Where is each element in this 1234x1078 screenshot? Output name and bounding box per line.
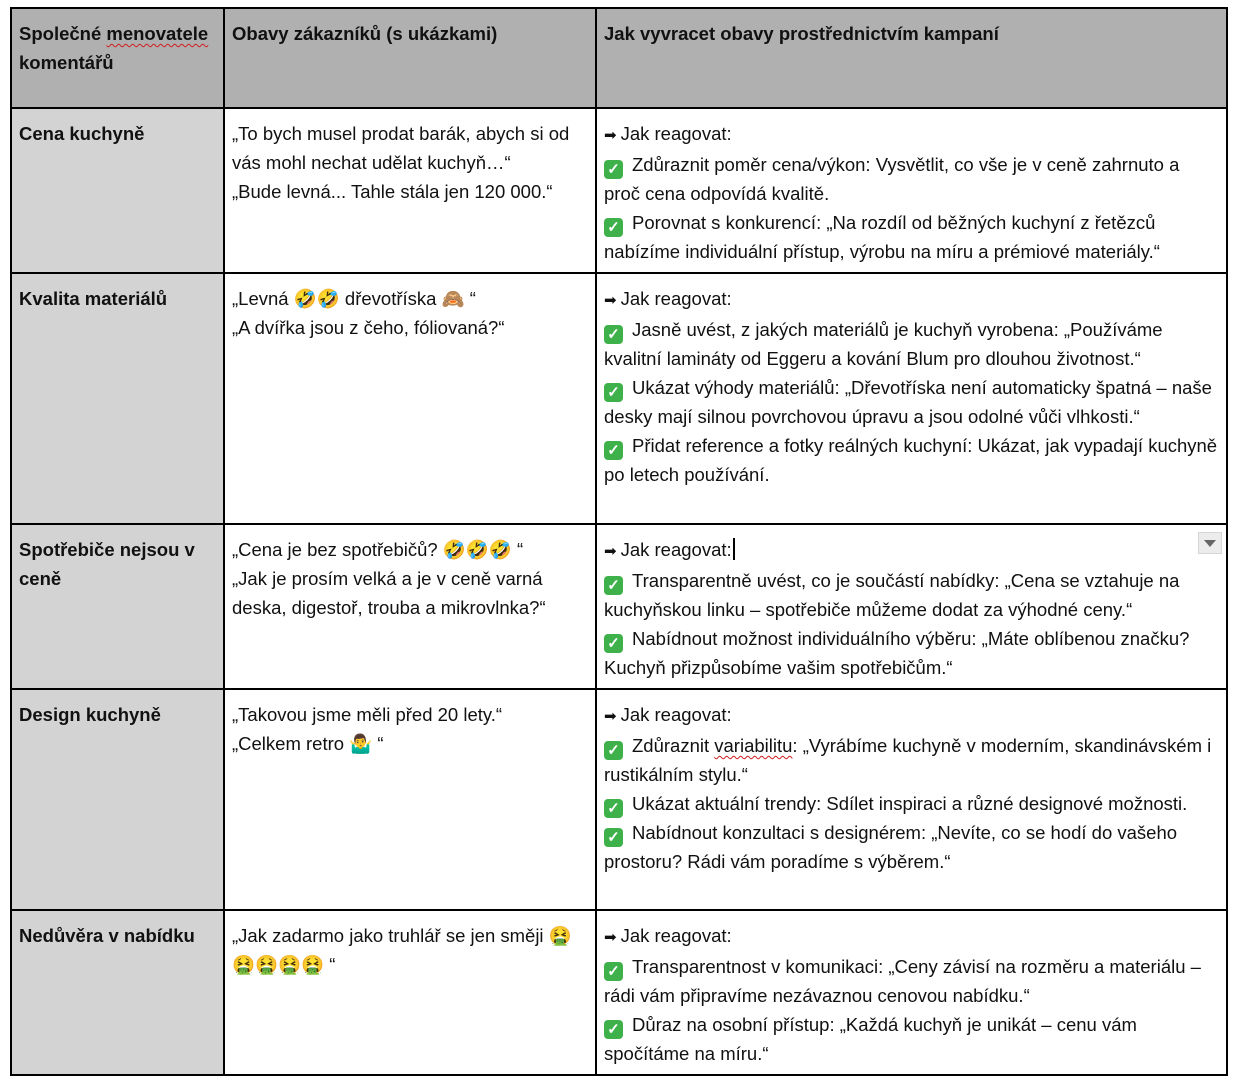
check-mark-icon: ✓ [604,741,623,760]
cell-options-dropdown-button[interactable] [1198,532,1222,554]
response-point [604,789,1219,818]
customer-quote: „Bude levná... Tahle stála jen 120 000.“ [232,181,553,202]
response-intro [604,921,1219,952]
header-campaign-responses[interactable] [596,8,1227,108]
response-point-text: Ukázat výhody materiálů: „Dřevotříska není automaticky špatná – naše desky mají silnou povrchovou úpravu a jsou odolné vůči vlhkosti.“ [604,377,1212,427]
cell-content [604,535,1219,682]
topic-label: Nedůvěra v nabídku [19,925,195,946]
table-row [11,273,1227,524]
response-intro [604,119,1219,150]
quotes-cell[interactable] [224,910,596,1075]
response-intro [604,535,1219,566]
check-mark-icon: ✓ [604,441,623,460]
check-mark-icon: ✓ [604,828,623,847]
customer-quote: „A dvířka jsou z čeho, fóliovaná?“ [232,317,505,338]
quotes-cell[interactable] [224,524,596,689]
topic-cell[interactable] [11,273,224,524]
customer-quote: „Takovou jsme měli před 20 lety.“ [232,704,503,725]
response-point [604,952,1219,1010]
customer-quote: „Levná 🤣🤣 dřevotříska 🙈 “ [232,288,476,309]
topic-label: Cena kuchyně [19,123,145,144]
response-intro-text: Jak reagovat: [620,925,732,946]
quotes-cell[interactable] [224,273,596,524]
response-point-text: Jasně uvést, z jakých materiálů je kuchyň vyrobena: „Používáme kvalitní lamináty od Eggeru a kování Blum pro dlouhou životnost.“ [604,319,1163,369]
text-cursor [733,538,735,560]
response-point-text: Nabídnout možnost individuálního výběru: „Máte oblíbenou značku? Kuchyň přizpůsobíme vašim spotřebičům.“ [604,628,1190,678]
response-point [604,431,1219,489]
check-mark-icon: ✓ [604,962,623,981]
topic-cell[interactable] [11,910,224,1075]
response-intro-text: Jak reagovat: [620,288,732,309]
check-mark-icon: ✓ [604,160,623,179]
header-text: Společné [19,23,107,44]
response-point [604,315,1219,373]
response-point-text: Zdůraznit poměr cena/výkon: Vysvětlit, co vše je v ceně zahrnuto a proč cena odpovídá kvalitě. [604,154,1180,204]
quotes-cell[interactable] [224,689,596,910]
table-row [11,524,1227,689]
response-point-text: Transparentně uvést, co je součástí nabídky: „Cena se vztahuje na kuchyňskou linku – spotřebiče můžeme dodat za výhodné ceny.“ [604,570,1180,620]
topic-label: Spotřebiče nejsou v ceně [19,539,195,589]
customer-quote: „Celkem retro 🤷‍♂️ “ [232,733,384,754]
header-text: Jak vyvracet obavy prostřednictvím kampaní [604,23,999,44]
customer-quote: „Jak je prosím velká a je v ceně varná deska, digestoř, trouba a mikrovlnka?“ [232,568,546,618]
check-mark-icon: ✓ [604,325,623,344]
response-point [604,373,1219,431]
response-cell[interactable] [596,910,1227,1075]
response-point [604,566,1219,624]
check-mark-icon: ✓ [604,799,623,818]
topic-label: Design kuchyně [19,704,161,725]
response-intro [604,700,1219,731]
response-intro-text: Jak reagovat: [620,539,732,560]
header-customer-concerns[interactable] [224,8,596,108]
check-mark-icon: ✓ [604,634,623,653]
response-intro-text: Jak reagovat: [620,123,732,144]
table-row [11,910,1227,1075]
check-mark-icon: ✓ [604,1020,623,1039]
response-point-text: Ukázat aktuální trendy: Sdílet inspiraci a různé designové možnosti. [632,793,1188,814]
response-point-text: Zdůraznit [632,735,715,756]
arrow-right-icon: ➡ [604,292,617,309]
arrow-right-icon: ➡ [604,543,617,560]
response-point [604,624,1219,682]
customer-quote: „Jak zadarmo jako truhlář se jen směji 🤮🤮🤮🤮🤮 “ [232,925,572,975]
table-row [11,108,1227,273]
topic-cell[interactable] [11,108,224,273]
chevron-down-icon [1204,540,1216,547]
response-cell[interactable] [596,108,1227,273]
arrow-right-icon: ➡ [604,929,617,946]
response-cell[interactable] [596,689,1227,910]
topic-cell[interactable] [11,524,224,689]
customer-quote: „Cena je bez spotřebičů? 🤣🤣🤣 “ [232,539,524,560]
table-row [11,689,1227,910]
misspelled-word[interactable]: menovatele [106,23,209,44]
header-row [11,8,1227,108]
quotes-cell[interactable] [224,108,596,273]
response-point [604,1010,1219,1068]
header-common-denominators[interactable] [11,8,224,108]
arrow-right-icon: ➡ [604,708,617,725]
response-point-text: : „Vyrábíme kuchyně v moderním, skandinávském i rustikálním stylu.“ [604,735,1212,785]
response-point-text: Přidat reference a fotky reálných kuchyní: Ukázat, jak vypadají kuchyně po letech používání. [604,435,1218,485]
response-cell[interactable] [596,273,1227,524]
response-point [604,150,1219,208]
arrow-right-icon: ➡ [604,127,617,144]
check-mark-icon: ✓ [604,218,623,237]
response-point [604,208,1219,266]
topic-cell[interactable] [11,689,224,910]
response-point [604,731,1219,789]
header-text: Obavy zákazníků (s ukázkami) [232,23,498,44]
response-point-text: Transparentnost v komunikaci: „Ceny závisí na rozměru a materiálu – rádi vám připravíme nezávaznou cenovou nabídku.“ [604,956,1201,1006]
response-cell-active[interactable] [596,524,1227,689]
response-point-text: Důraz na osobní přístup: „Každá kuchyň je unikát – cenu vám spočítáme na míru.“ [604,1014,1137,1064]
concerns-table [10,7,1228,1076]
check-mark-icon: ✓ [604,383,623,402]
response-point-text: Porovnat s konkurencí: „Na rozdíl od běžných kuchyní z řetězců nabízíme individuální přístup, výrobu na míru a prémiové materiály.“ [604,212,1160,262]
response-intro-text: Jak reagovat: [620,704,732,725]
response-point-text: Nabídnout konzultaci s designérem: „Nevíte, co se hodí do vašeho prostoru? Rádi vám poradíme s výběrem.“ [604,822,1178,872]
customer-quote: „To bych musel prodat barák, abych si od vás mohl nechat udělat kuchyň…“ [232,123,570,173]
response-point [604,818,1219,876]
response-intro [604,284,1219,315]
topic-label: Kvalita materiálů [19,288,168,309]
header-text: komentářů [19,52,114,73]
misspelled-word[interactable]: variabilitu [714,735,793,756]
check-mark-icon: ✓ [604,576,623,595]
